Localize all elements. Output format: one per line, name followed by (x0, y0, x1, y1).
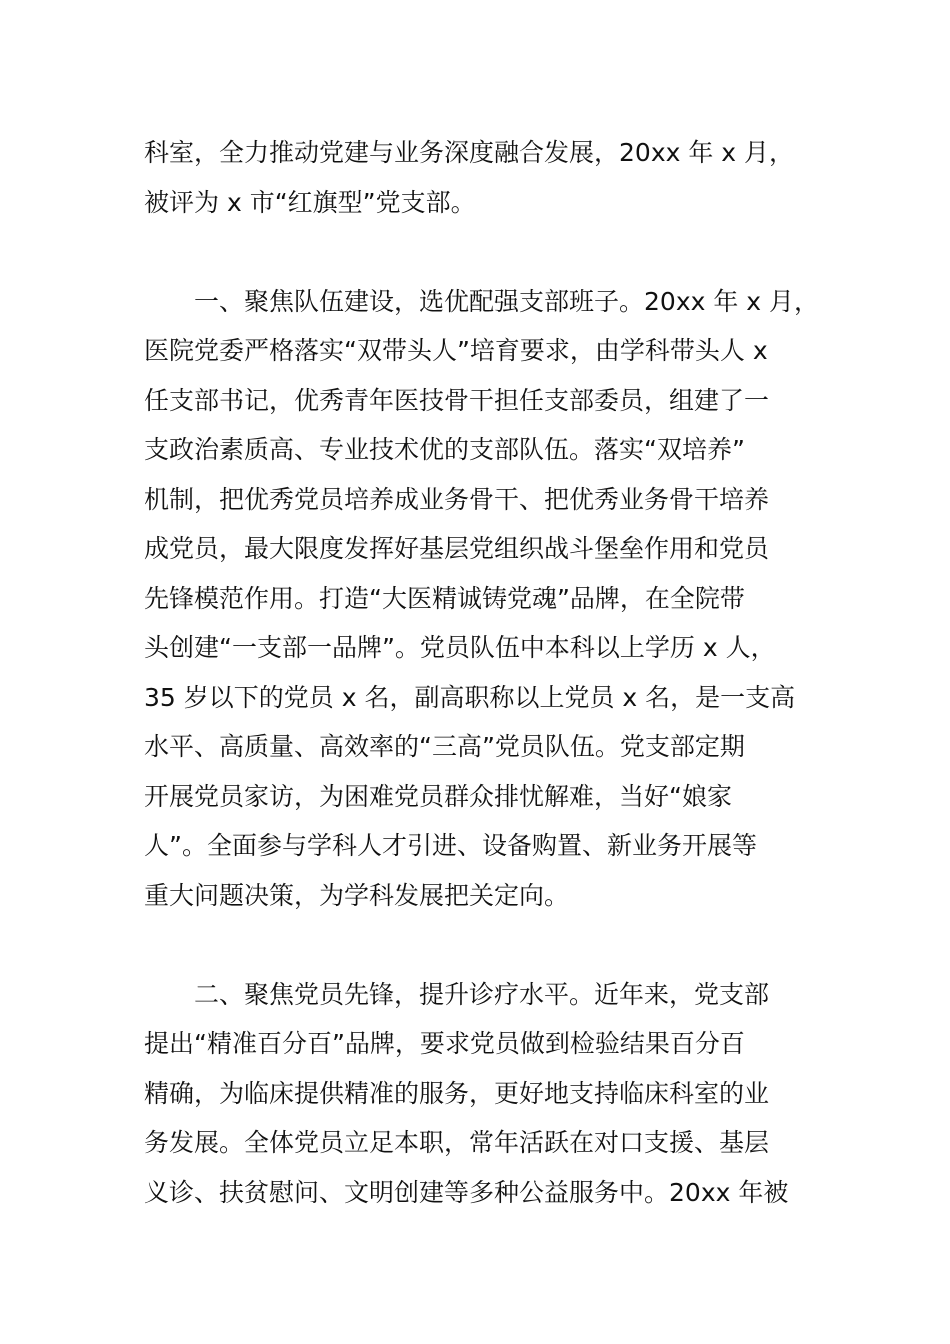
text-line: 头创建“一支部一品牌”。党员队伍中本科以上学历 x 人， (144, 633, 776, 662)
text-line: 义诊、扶贫慰问、文明创建等多种公益服务中。20xx 年被 (144, 1177, 789, 1207)
text-line: 35 岁以下的党员 x 名，副高职称以上党员 x 名，是一支高 (144, 682, 796, 712)
text-line: 医院党委严格落实“双带头人”培育要求，由学科带头人 x (144, 336, 768, 365)
text-line: 一、聚焦队伍建设，选优配强支部班子。20xx 年 x 月， (194, 286, 820, 316)
paragraph-intro-continuation (144, 128, 816, 227)
text-line: 人”。全面参与学科人才引进、设备购置、新业务开展等 (144, 831, 757, 860)
text-line: 被评为 x 市“红旗型”党支部。 (144, 187, 476, 217)
paragraph-section-one (144, 277, 820, 921)
text-line: 科室，全力推动党建与业务深度融合发展，20xx 年 x 月， (144, 138, 795, 167)
text-line: 开展党员家访，为困难党员群众排忧解难，当好“娘家 (144, 781, 732, 811)
text-line: 提出“精准百分百”品牌，要求党员做到检验结果百分百 (144, 1029, 745, 1058)
text-line: 机制，把优秀党员培养成业务骨干、把优秀业务骨干培养 (144, 484, 770, 514)
text-line: 成党员，最大限度发挥好基层党组织战斗堡垒作用和党员 (144, 534, 770, 563)
text-line: 务发展。全体党员立足本职，常年活跃在对口支援、基层 (144, 1128, 770, 1157)
text-line: 任支部书记，优秀青年医技骨干担任支部委员，组建了一 (144, 385, 770, 415)
paragraph-section-two (144, 970, 816, 1218)
text-line: 重大问题决策，为学科发展把关定向。 (144, 880, 570, 910)
text-line: 二、聚焦党员先锋，提升诊疗水平。近年来，党支部 (194, 979, 770, 1009)
text-line: 水平、高质量、高效率的“三高”党员队伍。党支部定期 (144, 732, 745, 761)
text-line: 精确，为临床提供精准的服务，更好地支持临床科室的业 (144, 1078, 770, 1108)
text-line: 先锋模范作用。打造“大医精诚铸党魂”品牌，在全院带 (144, 583, 745, 613)
document-body (144, 128, 820, 1217)
text-line: 支政治素质高、专业技术优的支部队伍。落实“双培养” (144, 435, 745, 464)
